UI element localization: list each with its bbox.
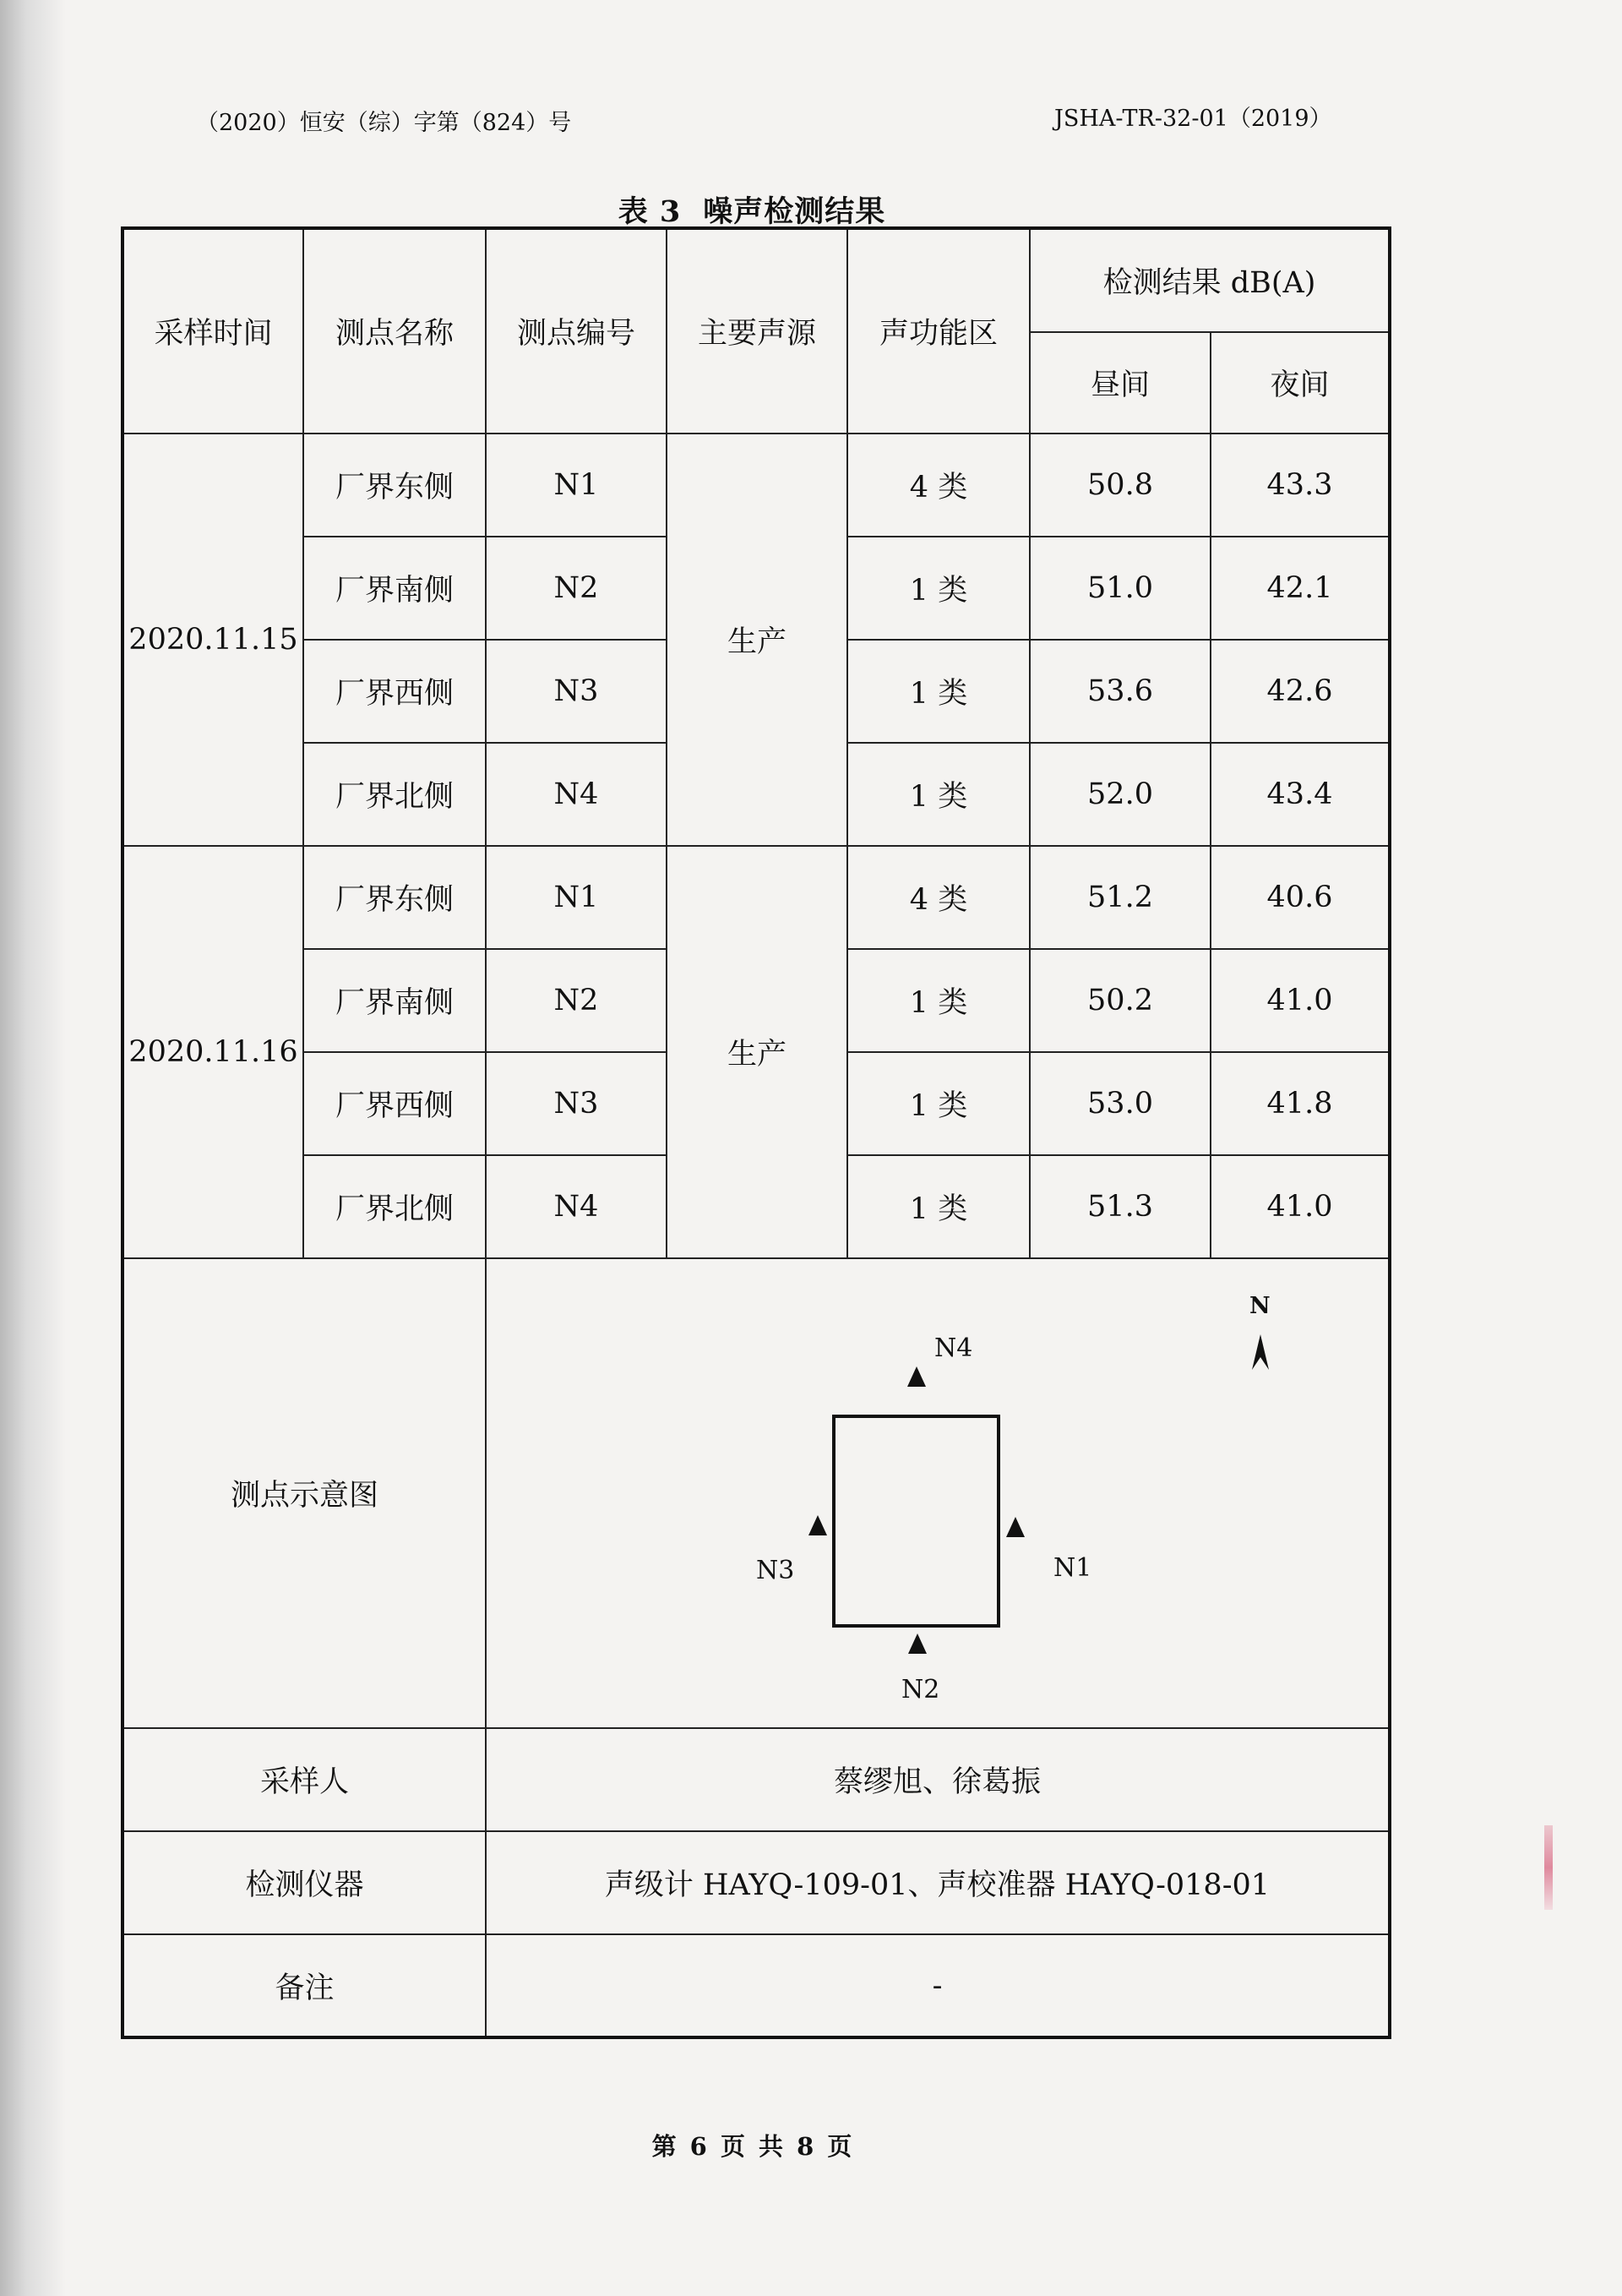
point-id: N1 <box>486 846 667 949</box>
north-arrow-icon <box>1252 1334 1269 1370</box>
day-value: 52.0 <box>1030 743 1211 846</box>
day-value: 51.0 <box>1030 537 1211 640</box>
night-value: 42.1 <box>1211 537 1390 640</box>
col-header-result: 检测结果 dB(A) <box>1030 228 1390 332</box>
point-name: 厂界西侧 <box>303 640 486 743</box>
point-name: 厂界北侧 <box>303 1155 486 1258</box>
report-number: （2020）恒安（综）字第（824）号 <box>196 110 572 136</box>
day-value: 53.0 <box>1030 1052 1211 1155</box>
noise-source: 生产 <box>667 846 847 1258</box>
point-name: 厂界东侧 <box>303 434 486 537</box>
marker-n1 <box>1006 1517 1025 1537</box>
label-n3: N3 <box>756 1556 795 1585</box>
point-name: 厂界北侧 <box>303 743 486 846</box>
table-title-text: 噪声检测结果 <box>703 194 886 229</box>
point-id: N2 <box>486 949 667 1052</box>
scan-shadow <box>0 0 66 2296</box>
zone-class: 4 类 <box>847 846 1030 949</box>
point-id: N4 <box>486 1155 667 1258</box>
table-row <box>122 434 1390 537</box>
col-header-day: 昼间 <box>1030 332 1211 434</box>
point-name: 厂界东侧 <box>303 846 486 949</box>
point-id: N3 <box>486 1052 667 1155</box>
diagram-cell <box>486 1258 1390 1728</box>
col-header-night: 夜间 <box>1211 332 1390 434</box>
plant-outline <box>834 1416 999 1626</box>
table-number: 表 3 <box>618 194 682 229</box>
site-sketch <box>487 1259 1392 1727</box>
day-value: 50.2 <box>1030 949 1211 1052</box>
col-header-zone: 声功能区 <box>847 228 1030 434</box>
noise-source: 生产 <box>667 434 847 846</box>
point-id: N4 <box>486 743 667 846</box>
night-value: 40.6 <box>1211 846 1390 949</box>
marker-n4 <box>907 1366 926 1387</box>
night-value: 43.3 <box>1211 434 1390 537</box>
point-id: N3 <box>486 640 667 743</box>
night-value: 42.6 <box>1211 640 1390 743</box>
night-value: 43.4 <box>1211 743 1390 846</box>
point-name: 厂界南侧 <box>303 949 486 1052</box>
remarks-label: 备注 <box>122 1934 486 2037</box>
day-value: 53.6 <box>1030 640 1211 743</box>
point-name: 厂界西侧 <box>303 1052 486 1155</box>
zone-class: 1 类 <box>847 743 1030 846</box>
night-value: 41.0 <box>1211 1155 1390 1258</box>
seal-stamp-edge <box>1544 1825 1553 1910</box>
sample-date: 2020.11.15 <box>122 434 303 846</box>
page-number: 第 6 页 共 8 页 <box>651 2132 852 2161</box>
instrument-label: 检测仪器 <box>122 1831 486 1934</box>
zone-class: 1 类 <box>847 537 1030 640</box>
zone-class: 1 类 <box>847 640 1030 743</box>
label-n4: N4 <box>934 1333 973 1363</box>
point-id: N2 <box>486 537 667 640</box>
point-name: 厂界南侧 <box>303 537 486 640</box>
night-value: 41.8 <box>1211 1052 1390 1155</box>
label-n1: N1 <box>1053 1553 1092 1583</box>
label-n2: N2 <box>901 1675 940 1704</box>
sample-date: 2020.11.16 <box>122 846 303 1258</box>
diagram-label: 测点示意图 <box>122 1258 486 1728</box>
day-value: 51.2 <box>1030 846 1211 949</box>
marker-n3 <box>808 1515 827 1535</box>
measurement-point-diagram <box>487 1259 1388 1727</box>
sampler-label: 采样人 <box>122 1728 486 1831</box>
noise-results-table <box>121 226 1391 2039</box>
table-title <box>0 188 1504 231</box>
day-value: 51.3 <box>1030 1155 1211 1258</box>
document-code: JSHA-TR-32-01（2019） <box>1054 106 1332 132</box>
zone-class: 1 类 <box>847 1052 1030 1155</box>
sampler-value: 蔡缪旭、徐葛振 <box>486 1728 1390 1831</box>
table-row <box>122 846 1390 949</box>
col-header-point-id: 测点编号 <box>486 228 667 434</box>
night-value: 41.0 <box>1211 949 1390 1052</box>
day-value: 50.8 <box>1030 434 1211 537</box>
zone-class: 1 类 <box>847 1155 1030 1258</box>
north-label: N <box>1249 1293 1271 1319</box>
zone-class: 4 类 <box>847 434 1030 537</box>
point-id: N1 <box>486 434 667 537</box>
zone-class: 1 类 <box>847 949 1030 1052</box>
col-header-source: 主要声源 <box>667 228 847 434</box>
marker-n2 <box>908 1633 927 1654</box>
instrument-value: 声级计 HAYQ-109-01、声校准器 HAYQ-018-01 <box>486 1831 1390 1934</box>
col-header-time: 采样时间 <box>122 228 303 434</box>
remarks-value: - <box>486 1934 1390 2037</box>
col-header-point-name: 测点名称 <box>303 228 486 434</box>
